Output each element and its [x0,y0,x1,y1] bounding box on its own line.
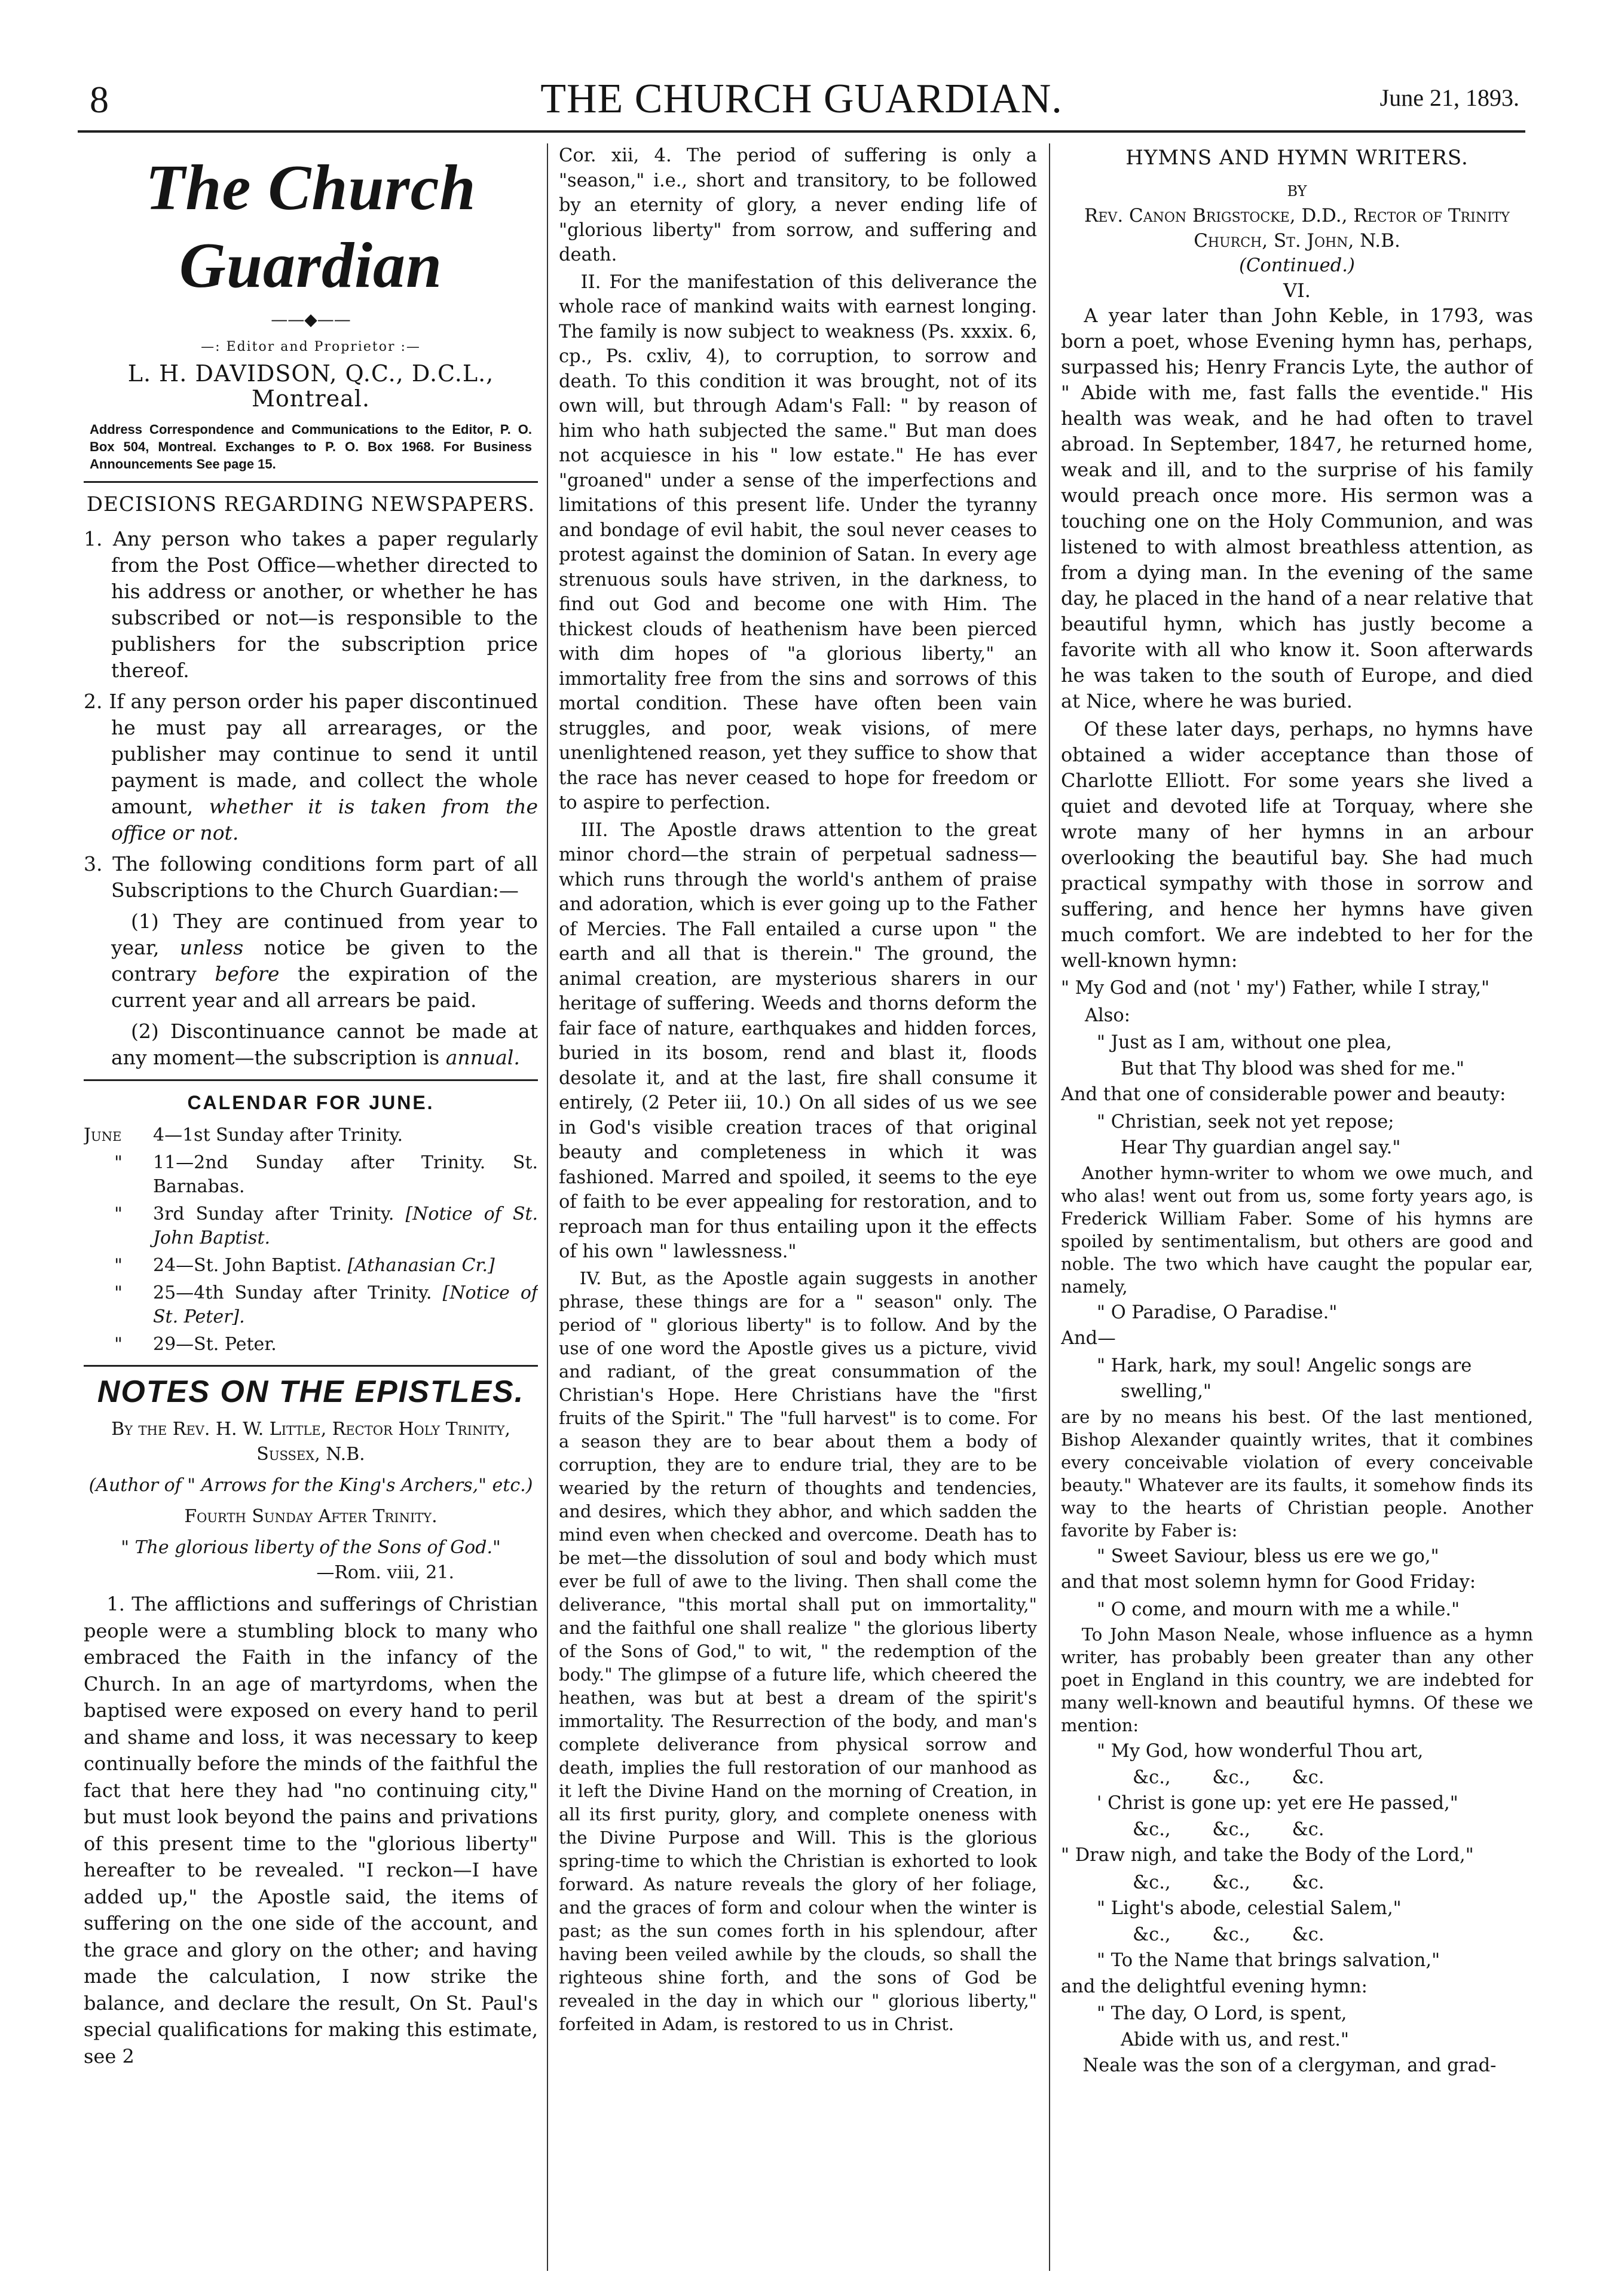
notes-byline: By the Rev. H. W. Little, Rector Holy Trinity, Sussex, N.B. [111,1418,510,1465]
issue-date: June 21, 1893. [1379,84,1519,111]
hymns-paragraph-1: A year later than John Keble, in 1793, was born a poet, whose Evening hymn has, perhaps, surpassed his; Henry Francis Lyte, the author of " Abide with me, fast falls the eventide." His health was weak, and he had often to travel abroad. In September, 1847, he returned home, weak and ill, and to the surprise of his family would preach once more. His sermon was a touching one on the Holy Communion, and was listened to with almost breathless attention, as from a dying man. In the evening of the same day, he placed in the hand of a near relative that beautiful hymn, which has justly become a favorite with all who know it. Soon afterwards he was taken to the south of Europe, and died at Nice, where he was buried. [1061,304,1533,712]
notes-text-ref: —Rom. viii, 21. [316,1562,454,1583]
notes-paragraph-3: III. The Apostle draws attention to the great minor chord—the strain of perpetual sadness—which runs through the world's anthem of praise and adoration, which is ever going up to the Father of Mercies. The Fall entailed a curse upon " the earth and all that is therein." The ground, the animal creation, are mysterious sharers in our heritage of suffering. Weeds and thorns deform the fair face of nature, earthquakes and hidden forces, buried in its bosom, rend and blast it, floods desolate it, and at the last, fire shall consume it entirely, (2 Peter iii, 10.) On all sides of us we see in God's visible creation traces of that original beauty and completeness in which it was fashioned. Marred and spoiled, it seems to the eye of faith to be ever appealing for restoration, and to reproach man for thus entailing upon it the effects of his own " lawlessness." [559,819,1037,1262]
running-head [78,72,1525,131]
hymns-heading: HYMNS AND HYMN WRITERS. [1125,146,1469,170]
hymn-line: " O Paradise, O Paradise." [1097,1302,1338,1323]
hymns-author: Rev. Canon Brigstocke, D.D., Rector of Trinity Church, St. John, N.B. [1084,205,1510,252]
hymns-paragraph-4: are by no means his best. Of the last mentioned, Bishop Alexander quaintly writes, that it combines every conceivable violation of every conceivable beauty." Whatever are its faults, it somehow finds its way to the hearts of Christian people. Another favorite by Faber is: [1061,1406,1533,1541]
hymns-section-number: VI. [1283,278,1311,302]
decisions-heading: DECISIONS REGARDING NEWSPAPERS. [86,492,536,516]
hymn-line: " Hark, hark, my soul! Angelic songs are [1097,1355,1472,1376]
hymns-connector: And— [1061,1328,1116,1349]
header-rule [78,130,1525,133]
hymn-line: ' Christ is gone up: yet ere He passed," [1097,1793,1458,1814]
hymn-line: " Christian, seek not yet repose; [1097,1111,1394,1132]
calendar-heading: CALENDAR FOR JUNE. [187,1091,435,1113]
notes-heading: NOTES ON THE EPISTLES. [97,1374,525,1409]
column-divider [1049,143,1050,2271]
masthead-ornament: ——◆—— [271,310,351,329]
hymn-line: " Just as I am, without one plea, [1097,1032,1392,1053]
hymns-paragraph-2: Of these later days, perhaps, no hymns have obtained a wider acceptance than those of Charlotte Elliott. For some years she lived a quiet and devoted life at Torquay, where she wrote many of her hymns in an arbour overlooking the beautiful bay. She had much practical sympathy with those in sorrow and suffering, and hence her hymns have given much comfort. We are indebted to her for the well-known hymn: [1061,718,1533,972]
hymn-line: " My God, how wonderful Thou art, [1097,1741,1424,1762]
hymn-line: But that Thy blood was shed for me." [1121,1058,1465,1079]
editor-label: —: Editor and Proprietor :— [201,339,421,354]
hymns-paragraph-5: To John Mason Neale, whose influence as a hymn writer, has probably been greater than any other poet in England in this country, we are indebted for many well-known and beautiful hymns. Of these we mention: [1061,1624,1533,1735]
hymns-by: BY [1287,182,1307,200]
section-rule [84,1365,538,1367]
editor-name: L. H. DAVIDSON, Q.C., D.C.L., Montreal. [127,360,494,412]
page-number: 8 [90,78,109,121]
hymn-line: Hear Thy guardian angel say." [1121,1137,1401,1158]
hymn-line: Abide with us, and rest." [1121,2029,1350,2050]
masthead-title: The Church Guardian [145,152,476,301]
calendar-row: " 25—4th Sunday after Trinity. [Notice of St. Peter]. [114,1282,538,1327]
section-rule [84,481,538,483]
calendar-row: " 3rd Sunday after Trinity. [Notice of St. John Baptist. [114,1204,538,1248]
hymn-line: " Light's abode, celestial Salem," [1097,1898,1402,1919]
hymns-continued: (Continued.) [1239,255,1355,276]
decision-subitem-1: (1) They are continued from year to year, unless notice be given to the contrary before the expiration of the current year and all arrears be paid. [111,909,538,1012]
calendar-row: June 4—1st Sunday after Trinity. [84,1125,403,1146]
hymn-line: " The day, O Lord, is spent, [1097,2003,1347,2024]
hymns-connector: And that one of considerable power and beauty: [1061,1084,1506,1105]
column-divider [547,143,548,2271]
decision-subitem-2: (2) Discontinuance cannot be made at any moment—the subscription is annual. [111,1019,538,1069]
notes-paragraph-1: 1. The afflictions and sufferings of Christian people were a stumbling block to many who embraced the Faith in the infancy of the Church. In an age of martyrdoms, when the baptised were exposed on every hand to peril and shame and loss, it was necessary to keep continually before the minds of the faithful the fact that here they had "no continuing city," but must look beyond the pains and privations of this present time to the "glorious liberty" hereafter to be revealed. "I reckon—I have added up," the Apostle said, the items of suffering on the one side of the account, and the grace and glory on the other; and having made the calculation, I now strike the balance, and declare the result, On St. Paul's special qualifications for making this estimate, see 2 [84,1593,538,2068]
address-notice: Address Correspondence and Communications to the Editor, P. O. Box 504, Montreal. Exchanges to P. O. Box 1968. For Business Announcements See page 15. [90,422,532,472]
hymns-connector: Also: [1085,1005,1131,1026]
column-left [84,143,538,2271]
hymn-line: " My God and (not ' my') Father, while I stray," [1061,978,1490,999]
hymns-paragraph-6: Neale was the son of a clergyman, and grad- [1082,2055,1497,2076]
notes-paragraph-4: IV. But, as the Apostle again suggests in another phrase, these things are for a " season" only. The period of " glorious liberty" is to follow. And by the use of one word the Apostle gives us a picture, vivid and radiant, of the great consummation of the Christian's Hope. Here Christians have the "first fruits of the Spirit." The "full harvest" is to come. For a season they are to bear about them a body of corruption, they are to endure trial, they are to be wearied by the return of thoughts and tendencies, and desires, which they abhor, and which sadden the mind even when checked and overcome. Death has to be met—the dissolution of soul and body which must ever be full of awe to the living. Then shall come the deliverance, "this mortal shall put on immortality," and the faithful one shall realize " the glorious liberty of the Sons of God," to wit, " the redemption of the body." The glimpse of a future life, which cheered the heathen, was but at best a dream of the spirit's immortality. The Resurrection of the body, and man's complete deliverance from physical sorrow and death, implies the full restoration of our manhood as it left the Divine Hand on the morning of Creation, in all its first purity, glory, and complete oneness with the Divine Purpose and Will. This is the glorious spring-time to which the Christian is exhorted to look forward. As nature reveals the glory of her foliage, and the graces of form and colour when the winter is past; as the sun comes forth in his splendour, after having been veiled awhile by the clouds, so shall the righteous shine forth, and the sons of God be revealed in the day in which our " glorious liberty," forfeited in Adam, is restored to us in Christ. [559,1268,1037,2034]
column-middle [559,143,1037,2271]
notes-paragraph-1-cont: Cor. xii, 4. The period of suffering is only a "season," i.e., short and transitory, to be followed by an eternity of glory, a never ending life of "glorious liberty" from sorrow, and suffering and death. [559,145,1037,265]
hymn-line: " Draw nigh, and take the Body of the Lord," [1061,1845,1474,1866]
notes-text-quote: " The glorious liberty of the Sons of God." [121,1536,501,1558]
hymn-line: " O come, and mourn with me a while." [1097,1599,1460,1620]
calendar-row: " 24—St. John Baptist. [Athanasian Cr.] [114,1255,495,1276]
column-right [1061,143,1533,2271]
hymn-etc: &c., &c., &c. [1133,1924,1324,1945]
notes-paragraph-2: II. For the manifestation of this deliverance the whole race of mankind waits with earnest longing. The family is now subject to weakness (Ps. xxxix. 6, cp., Ps. cxliv, 4), to corruption, to sorrow and death. To this condition it was brought, not of its own will, but through Adam's Fall: " by reason of him who hath subjected the same." But man does not acquiesce in his " low estate." He has ever "groaned" under a sense of the imperfections and limitations of this present life. Under the tyranny and bondage of evil habit, the soul never ceases to protest against the dominion of Satan. In every age strenuous souls have striven, in the darkness, to find out God and become one with Him. The thickest clouds of heathenism have been pierced with dim hopes of "a glorious liberty," an immortality free from the sins and sorrows of this mortal condition. These have often been vain struggles, and poor, weak visions, of mere unenlightened reason, yet they suffice to show that the race has never ceased to hope for freedom or to aspire to perfection. [559,271,1037,813]
hymns-connector: and that most solemn hymn for Good Friday: [1061,1572,1476,1593]
hymn-line: " To the Name that brings salvation," [1097,1950,1440,1971]
notes-sunday: Fourth Sunday After Trinity. [184,1505,438,1527]
calendar-row: " 29—St. Peter. [114,1334,277,1355]
notes-author-note: (Author of " Arrows for the King's Archers," etc.) [88,1474,533,1496]
hymn-etc: &c., &c., &c. [1133,1872,1324,1893]
decision-item-2: 2. If any person order his paper discontinued he must pay all arrearages, or the publisher may continue to send it until payment is made, and collect the whole amount, whether it is taken from the office or not. [84,689,538,844]
hymn-etc: &c., &c., &c. [1133,1767,1324,1788]
hymn-line: swelling," [1121,1381,1212,1402]
section-rule [84,1079,538,1081]
decision-item-3: 3. The following conditions form part of all Subscriptions to the Church Guardian:— [84,852,538,902]
calendar-row: " 11—2nd Sunday after Trinity. St. Barnabas. [114,1152,538,1197]
hymn-line: " Sweet Saviour, bless us ere we go," [1097,1545,1439,1567]
hymns-connector: and the delightful evening hymn: [1061,1976,1368,1997]
hymn-etc: &c., &c., &c. [1133,1819,1324,1840]
newspaper-title: THE CHURCH GUARDIAN. [540,76,1063,122]
decision-item-1: 1. Any person who takes a paper regularly from the Post Office—whether directed to his address or another, or whether he has subscribed or not—is responsible to the publishers for the subscription price thereof. [84,526,538,682]
hymns-paragraph-3: Another hymn-writer to whom we owe much, and who alas! went out from us, some forty years ago, is Frederick William Faber. Some of his hymns are spoiled by sentimentalism, but others are good and noble. The two which have caught the popular ear, namely, [1061,1162,1533,1297]
